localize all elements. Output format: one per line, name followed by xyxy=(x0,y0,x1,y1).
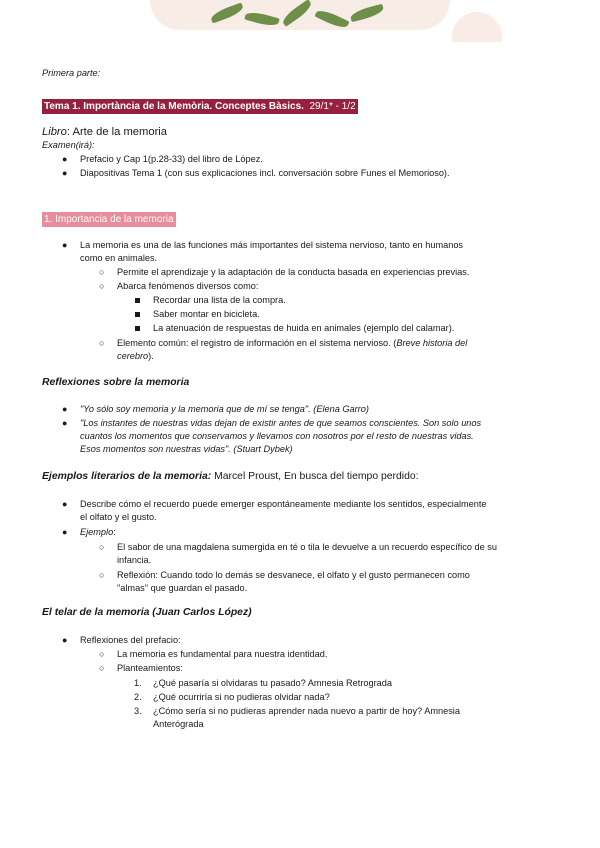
header-banner xyxy=(150,0,450,30)
list-item-cont: "almas" que guardan el pasado. xyxy=(117,583,248,593)
header-decoration xyxy=(452,12,502,42)
circle-bullet-icon: ○ xyxy=(99,663,105,673)
text-span: : xyxy=(113,527,116,537)
circle-bullet-icon: ○ xyxy=(99,338,105,348)
libro-value: : Arte de la memoria xyxy=(66,126,167,138)
list-item: Abarca fenómenos diversos como: xyxy=(117,281,259,291)
list-item-cont: el olfato y el gusto. xyxy=(80,512,157,522)
leaf-icon xyxy=(280,0,314,27)
list-item-cont: como en animales. xyxy=(80,253,158,263)
text-span: Ejemplo xyxy=(80,527,114,537)
list-number: 3. xyxy=(134,706,142,716)
text-span: Ejemplos literarios de la memoria: xyxy=(42,471,212,482)
list-item: Diapositivas Tema 1 (con sus explicaciones incl. conversación sobre Funes el Memorioso). xyxy=(80,168,450,178)
bullet-icon: ● xyxy=(62,154,68,164)
leaf-icon xyxy=(244,10,279,28)
square-bullet-icon xyxy=(135,298,140,303)
bullet-icon: ● xyxy=(62,527,68,537)
leaf-icon xyxy=(209,2,244,23)
tema-heading xyxy=(42,99,358,114)
bullet-icon: ● xyxy=(62,635,68,645)
square-bullet-icon xyxy=(135,326,140,331)
subheading: El telar de la memoria (Juan Carlos López) xyxy=(42,607,252,618)
bullet-icon: ● xyxy=(62,240,68,250)
list-item: Permite el aprendizaje y la adaptación de la conducta basada en experiencias previas. xyxy=(117,267,470,277)
list-item xyxy=(80,526,116,539)
text-span: Breve historia del xyxy=(396,338,468,348)
section-heading: 1. Importancia de la memoria xyxy=(44,214,174,225)
list-item: Planteamientos: xyxy=(117,663,183,673)
bullet-icon: ● xyxy=(62,404,68,414)
leaf-icon xyxy=(314,7,349,30)
circle-bullet-icon: ○ xyxy=(99,267,105,277)
list-item: La atenuación de respuestas de huida en animales (ejemplo del calamar). xyxy=(153,323,455,333)
list-item-cont xyxy=(117,350,154,363)
quote-cont: cuantos los momentos que conservamos y llevamos con nosotros por el resto de nuestras vidas. xyxy=(80,431,474,441)
list-item: La memoria es una de las funciones más importantes del sistema nervioso, tanto en humanos xyxy=(80,240,464,250)
list-item: Saber montar en bicicleta. xyxy=(153,309,260,319)
text-span: Marcel Proust, En busca del tiempo perdido: xyxy=(211,471,419,482)
list-item: El sabor de una magdalena sumergida en té o tila le devuelve a un recuerdo específico de su xyxy=(117,542,497,552)
list-item: ¿Qué pasaría si olvidaras tu pasado? Amnesia Retrograda xyxy=(153,678,393,688)
list-item-cont: Anterógrada xyxy=(153,719,204,729)
quote-cont: Esos momentos son nuestras vidas". (Stuart Dybek) xyxy=(80,444,293,454)
list-item: Describe cómo el recuerdo puede emerger espontáneamente mediante los sentidos, especialmente xyxy=(80,499,487,509)
libro-label: Libro xyxy=(42,126,67,138)
list-item-cont: infancia. xyxy=(117,555,152,565)
leaf-icon xyxy=(349,4,384,22)
list-item: Reflexión: Cuando todo lo demás se desvanece, el olfato y el gusto permanecen como xyxy=(117,570,470,580)
circle-bullet-icon: ○ xyxy=(99,649,105,659)
examen-label: Examen(irá): xyxy=(42,140,95,150)
circle-bullet-icon: ○ xyxy=(99,570,105,580)
libro-line xyxy=(42,125,167,140)
tema-title: Tema 1. Importància de la Memòria. Conceptes Bàsics. xyxy=(44,101,304,112)
bullet-icon: ● xyxy=(62,168,68,178)
list-item: Reflexiones del prefacio: xyxy=(80,635,181,645)
circle-bullet-icon: ○ xyxy=(99,281,105,291)
tema-date: 29/1* - 1/2 xyxy=(309,101,356,112)
bullet-icon: ● xyxy=(62,499,68,509)
subheading: Reflexiones sobre la memoria xyxy=(42,377,190,388)
list-number: 1. xyxy=(134,678,142,688)
part-label: Primera parte: xyxy=(42,68,101,78)
quote: "Yo sólo soy memoria y la memoria que de mí se tenga". (Elena Garro) xyxy=(80,404,369,414)
text-span: ). xyxy=(148,351,154,361)
text-span: cerebro xyxy=(117,351,149,361)
text-span: Elemento común: el registro de información en el sistema nervioso. ( xyxy=(117,338,397,348)
circle-bullet-icon: ○ xyxy=(99,542,105,552)
bullet-icon: ● xyxy=(62,418,68,428)
list-item: ¿Qué ocurriría si no pudieras olvidar nada? xyxy=(153,692,330,702)
list-item: ¿Cómo sería si no pudieras aprender nada nuevo a partir de hoy? Amnesia xyxy=(153,706,460,716)
list-item: La memoria es fundamental para nuestra identidad. xyxy=(117,649,328,659)
list-number: 2. xyxy=(134,692,142,702)
list-item: Recordar una lista de la compra. xyxy=(153,295,286,305)
subheading xyxy=(42,470,419,483)
square-bullet-icon xyxy=(135,312,140,317)
quote: "Los instantes de nuestras vidas dejan de existir antes de que seamos conscientes. Son solo unos xyxy=(80,418,482,428)
list-item: Prefacio y Cap 1(p.28-33) del libro de López. xyxy=(80,154,263,164)
list-item xyxy=(117,337,467,350)
